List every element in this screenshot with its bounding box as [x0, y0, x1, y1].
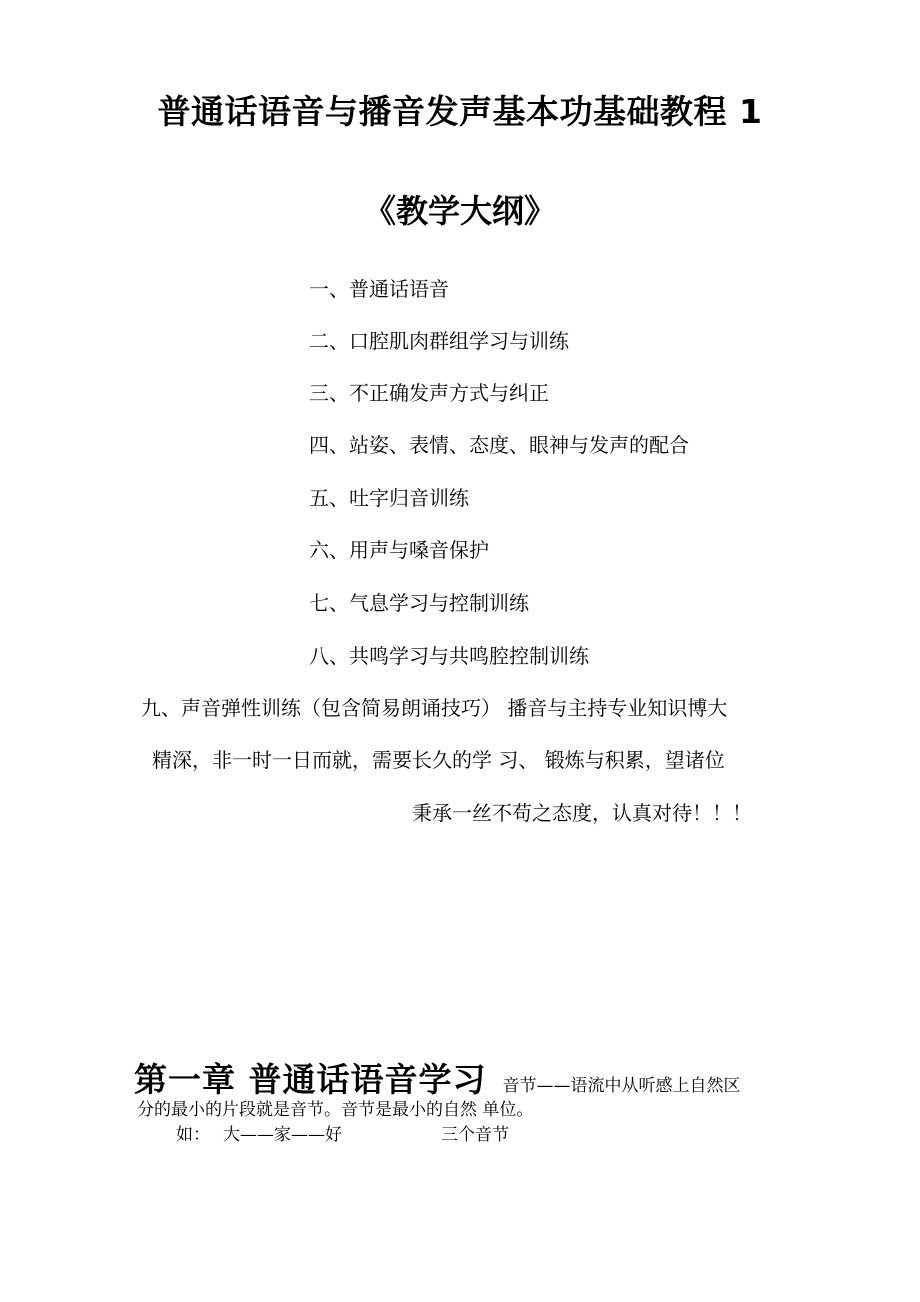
outline-item-6: 六、用声与嗓音保护: [309, 538, 489, 562]
chapter-title: 第一章 普通话语音学习: [134, 1060, 487, 1099]
paragraph-line-2: 精深，非一时一日而就，需要长久的学 习、 锻炼与积累，望诸位: [152, 748, 725, 772]
chapter-intro: 音节——语流中从听感上自然区: [502, 1076, 741, 1096]
example-note: 三个音节: [441, 1125, 509, 1145]
paragraph-line-1: 九、声音弹性训练（包含简易朗诵技巧） 播音与主持专业知识博大: [141, 696, 728, 720]
outline-item-5: 五、吐字归音训练: [309, 486, 469, 510]
paragraph-line-3: 秉承一丝不苟之态度，认真对待！！！: [412, 801, 752, 825]
outline-item-4: 四、站姿、表情、态度、眼神与发声的配合: [309, 433, 689, 457]
chapter-heading-line: [134, 1054, 741, 1101]
chapter-intro-continued: 分的最小的片段就是音节。音节是最小的自然 单位。: [137, 1100, 534, 1120]
outline-item-8: 八、共鸣学习与共鸣腔控制训练: [309, 644, 589, 668]
example-words: 大——家——好: [223, 1125, 342, 1145]
outline-item-2: 二、口腔肌肉群组学习与训练: [309, 329, 569, 353]
outline-item-1: 一、普通话语音: [309, 277, 449, 301]
example-label: 如：: [176, 1125, 210, 1145]
document-title: 普通话语音与播音发声基本功基础教程 1: [157, 92, 763, 131]
document-subtitle: 《教学大纲》: [363, 192, 556, 230]
outline-item-3: 三、不正确发声方式与纠正: [309, 381, 549, 405]
outline-item-7: 七、气息学习与控制训练: [309, 591, 529, 615]
